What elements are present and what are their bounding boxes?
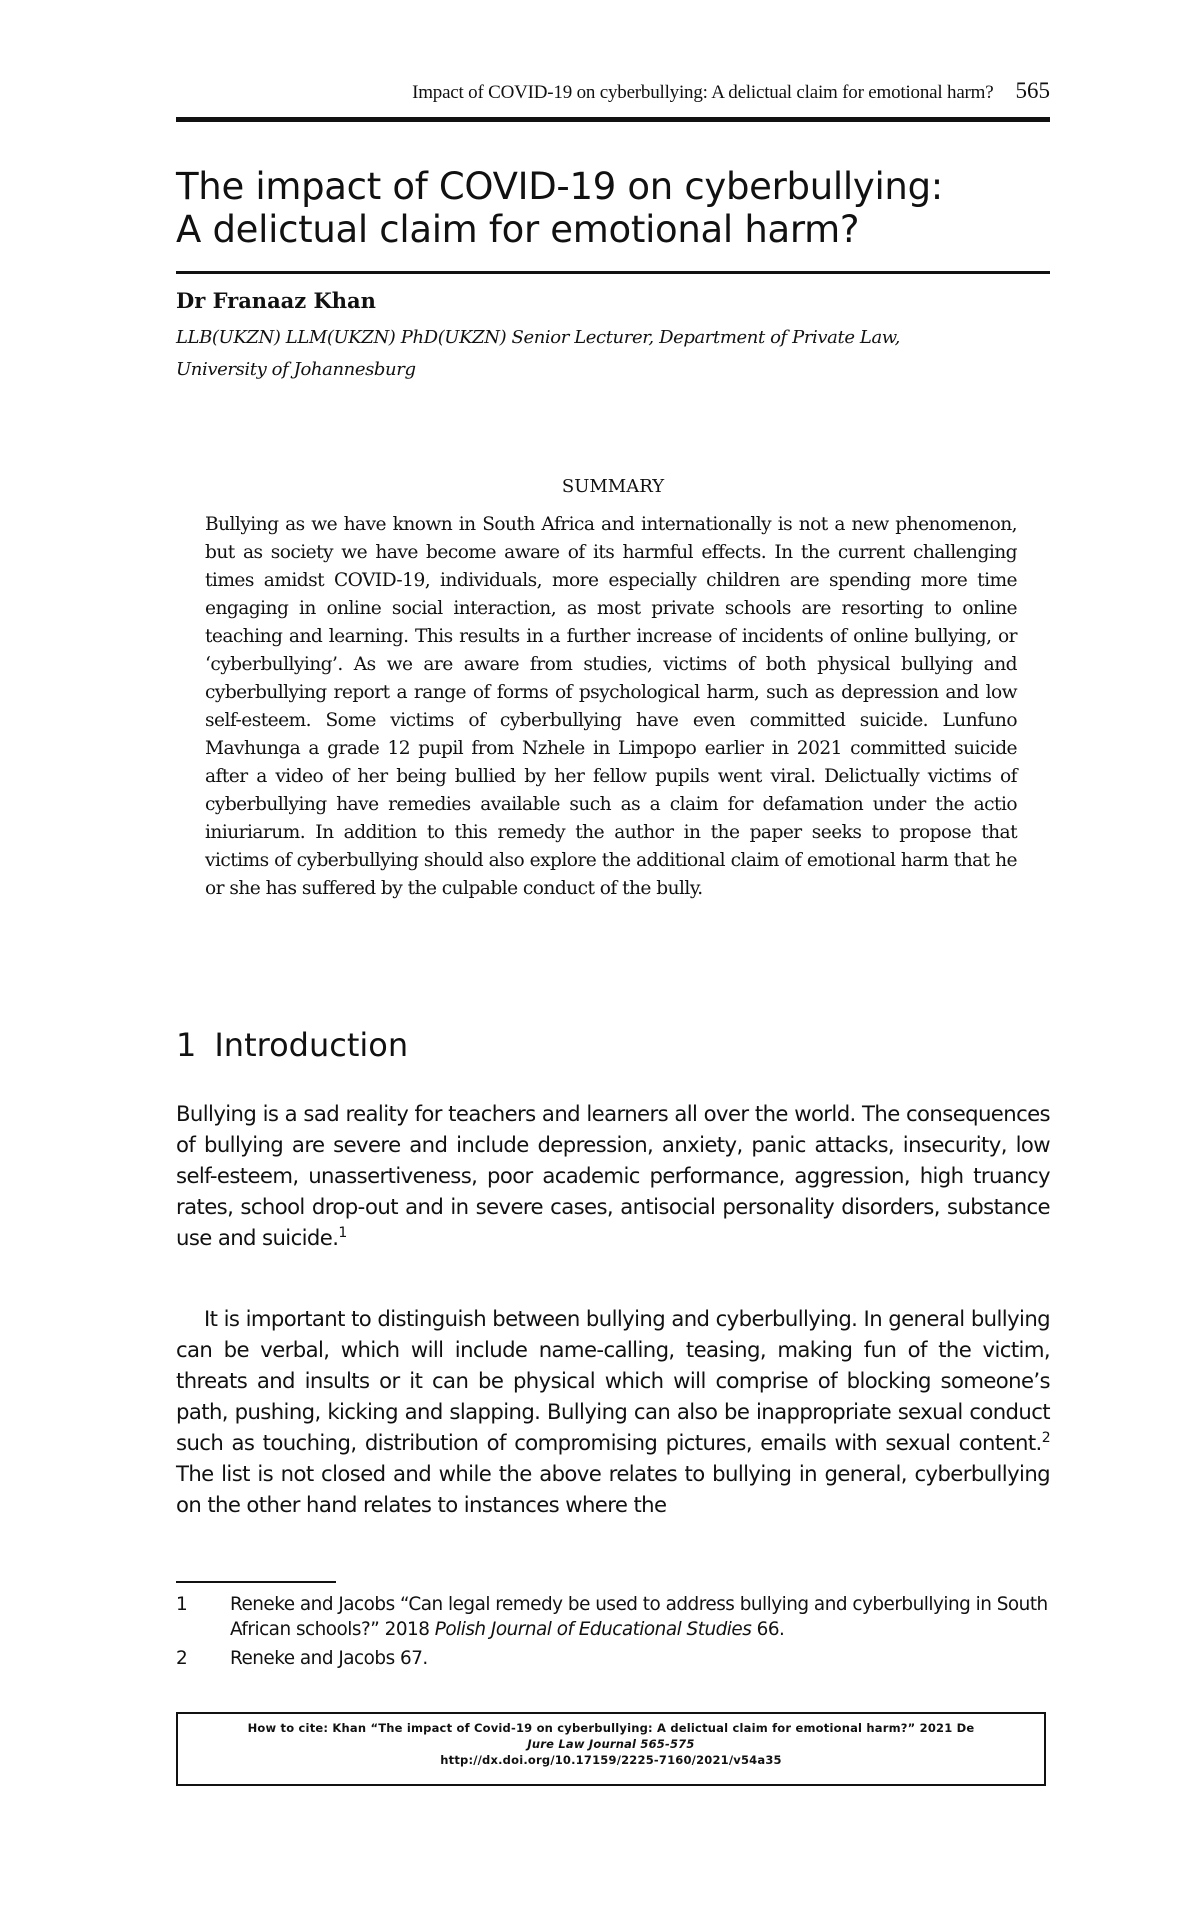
citation-doi-link[interactable]: http://dx.doi.org/10.17159/2225-7160/2021/v54a35 — [440, 1753, 782, 1767]
page-number: 565 — [1015, 78, 1050, 103]
footnote-number: 2 — [176, 1648, 188, 1669]
summary-heading: SUMMARY — [561, 476, 665, 497]
footnote-2 — [176, 1646, 1050, 1671]
header-rule — [176, 117, 1050, 122]
footnotes — [176, 1592, 1050, 1675]
running-header — [176, 78, 1050, 118]
footnote-1 — [176, 1592, 1050, 1642]
paragraph-1 — [176, 1098, 1050, 1253]
footnote-text: Reneke and Jacobs 67. — [230, 1648, 428, 1669]
paragraph-2-text-a: It is important to distinguish between bullying and cyberbullying. In general bullying can be verbal, which will include name-calling, teasing, making fun of the victim, threats and insults or it can be physical which will comprise of blocking someone’s path, pushing, kicking and slapping. Bullying can also be inappropriate sexual conduct such as touching, distribution of compromising pictures, emails with sexual content. — [176, 1306, 1050, 1455]
section-number: 1 — [176, 1026, 197, 1064]
paragraph-2 — [176, 1303, 1050, 1520]
citation-line-2: Jure Law Journal 565-575 — [527, 1737, 695, 1751]
title-rule — [176, 271, 1050, 274]
summary-text: Bullying as we have known in South Africa and internationally is not a new phenomenon, but as society we have become aware of its harmful effects. In the current challenging times amidst COVID-19, individuals, more especially children are spending more time engaging in online social interaction, as most private schools are resorting to online teaching and learning. This results in a further increase of incidents of online bullying, or ‘cyberbullying’. As we are aware from studies, victims of both physical bullying and cyberbullying report a range of forms of psychological harm, such as depression and low self-esteem. Some victims of cyberbullying have even committed suicide. Lunfuno Mavhunga a grade 12 pupil from Nzhele in Limpopo earlier in 2021 committed suicide after a video of her being bullied by her fellow pupils went viral. Delictually victims of cyberbullying have remedies available such as a claim for defamation under the actio iniuriarum. In addition to this remedy the author in the paper seeks to propose that victims of cyberbullying should also explore the additional claim of emotional harm that he or she has suffered by the culpable conduct of the bully. — [205, 514, 1017, 899]
affiliation-line-1: LLB(UKZN) LLM(UKZN) PhD(UKZN) Senior Lecturer, Department of Private Law, — [176, 327, 900, 348]
article-title-line-2: A delictual claim for emotional harm? — [176, 208, 860, 251]
footnote-rule — [176, 1581, 336, 1583]
footnote-text — [230, 1592, 1050, 1642]
author-name: Dr Franaaz Khan — [176, 288, 376, 313]
paragraph-1-text: Bullying is a sad reality for teachers and learners all over the world. The consequences of bullying are severe and include depression, anxiety, panic attacks, insecurity, low self-esteem, unassertiveness, poor academic performance, aggression, high truancy rates, school drop-out and in severe cases, antisocial personality disorders, substance use and suicide. — [176, 1101, 1050, 1250]
citation-line-1: How to cite: Khan “The impact of Covid-19 on cyberbullying: A delictual claim for emotional harm?” 2021 De — [247, 1721, 975, 1735]
article-title-line-1: The impact of COVID-19 on cyberbullying: — [176, 165, 943, 208]
author-affiliation — [176, 322, 1056, 386]
paragraph-2-text-b: The list is not closed and while the above relates to bullying in general, cyberbullying on the other hand relates to instances where the — [176, 1461, 1050, 1517]
footnote-text-a: Reneke and Jacobs “Can legal remedy be used to address bullying and cyberbullying in South African schools?” 2018 — [230, 1594, 1048, 1640]
footnote-number: 1 — [176, 1594, 188, 1615]
affiliation-line-2: University of Johannesburg — [176, 359, 416, 380]
running-header-title: Impact of COVID-19 on cyberbullying: A delictual claim for emotional harm? — [412, 82, 994, 103]
footnote-text-b: 66. — [751, 1619, 785, 1640]
footnote-ref-1[interactable]: 1 — [338, 1224, 347, 1241]
section-title: Introduction — [214, 1026, 409, 1064]
article-title — [176, 165, 1056, 251]
footnote-journal-title: Polish Journal of Educational Studies — [434, 1619, 752, 1640]
section-heading — [176, 1026, 408, 1064]
footnote-ref-2[interactable]: 2 — [1041, 1429, 1050, 1446]
citation-box — [176, 1712, 1046, 1786]
